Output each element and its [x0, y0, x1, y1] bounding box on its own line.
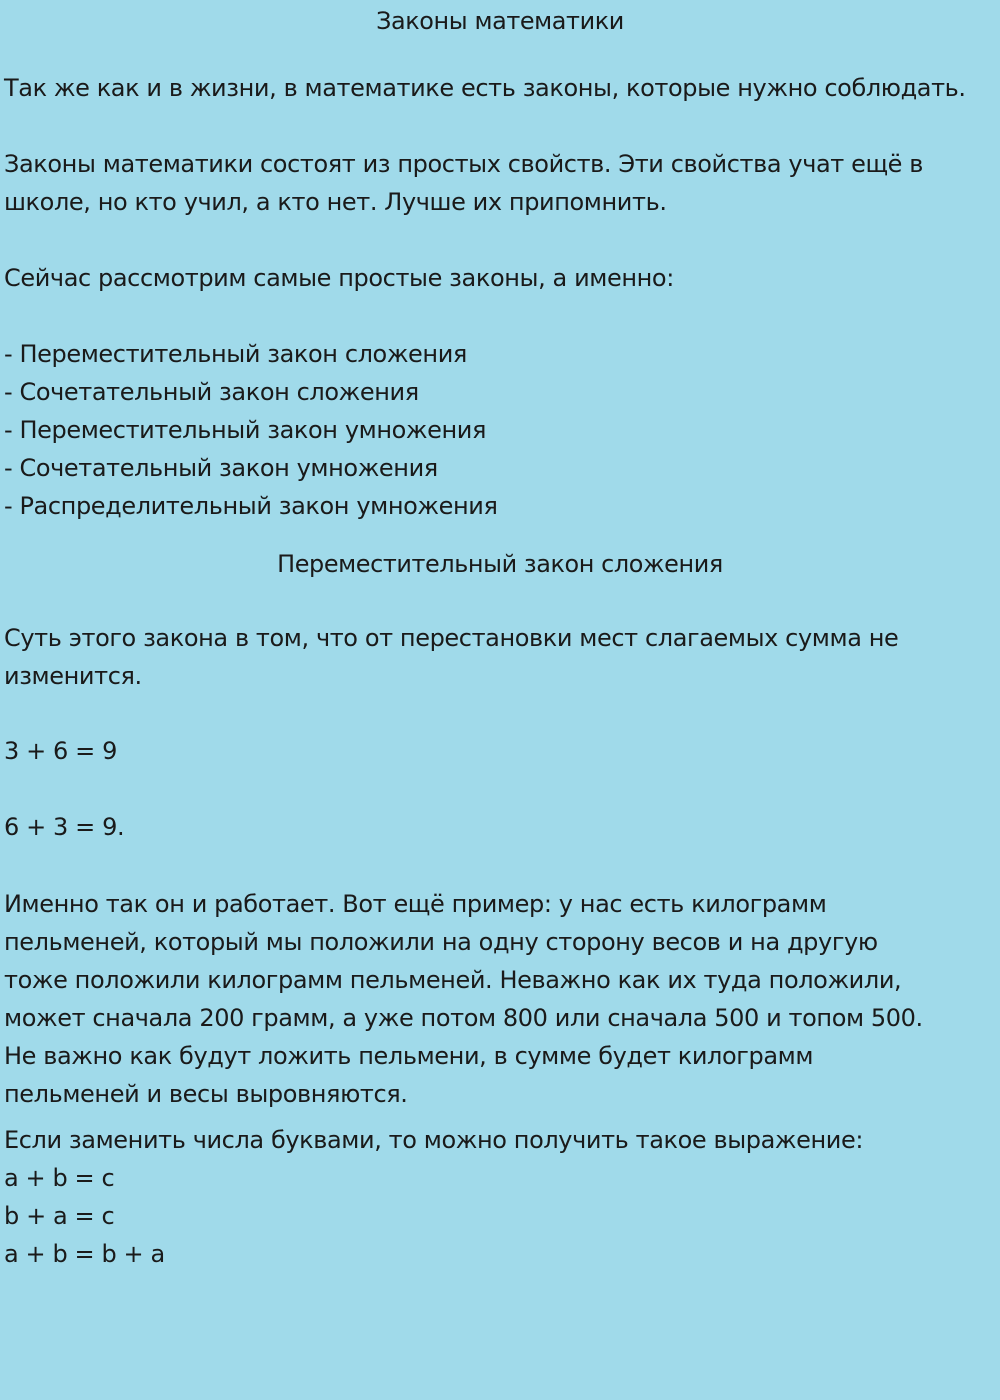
paragraph-line: Именно так он и работает. Вот ещё пример: у нас есть килограмм [4, 890, 827, 918]
paragraph-line: пельменей и весы выровняются. [4, 1080, 408, 1108]
equation: 6 + 3 = 9. [4, 813, 125, 841]
page-title: Законы математики [376, 7, 624, 35]
formula: a + b = b + a [4, 1240, 165, 1268]
list-intro: Сейчас рассмотрим самые простые законы, а именно: [4, 264, 674, 292]
list-item: - Сочетательный закон умножения [4, 454, 438, 482]
list-item: - Распределительный закон умножения [4, 492, 498, 520]
paragraph-line: Законы математики состоят из простых свойств. Эти свойства учат ещё в [4, 150, 924, 178]
paragraph-line: школе, но кто учил, а кто нет. Лучше их припомнить. [4, 188, 667, 216]
letters-intro: Если заменить числа буквами, то можно получить такое выражение: [4, 1126, 864, 1154]
equation: 3 + 6 = 9 [4, 737, 117, 765]
formula: a + b = c [4, 1164, 115, 1192]
intro-paragraph: Так же как и в жизни, в математике есть законы, которые нужно соблюдать. [4, 74, 966, 102]
list-item: - Переместительный закон сложения [4, 340, 467, 368]
formula: b + a = c [4, 1202, 115, 1230]
paragraph-line: может сначала 200 грамм, а уже потом 800 или сначала 500 и топом 500. [4, 1004, 923, 1032]
paragraph-line: Суть этого закона в том, что от перестановки мест слагаемых сумма не [4, 624, 899, 652]
list-item: - Сочетательный закон сложения [4, 378, 419, 406]
paragraph-line: пельменей, который мы положили на одну сторону весов и на другую [4, 928, 878, 956]
paragraph-line: изменится. [4, 662, 142, 690]
section-title: Переместительный закон сложения [277, 550, 723, 578]
paragraph-line: тоже положили килограмм пельменей. Неважно как их туда положили, [4, 966, 902, 994]
paragraph-line: Не важно как будут ложить пельмени, в сумме будет килограмм [4, 1042, 814, 1070]
list-item: - Переместительный закон умножения [4, 416, 487, 444]
